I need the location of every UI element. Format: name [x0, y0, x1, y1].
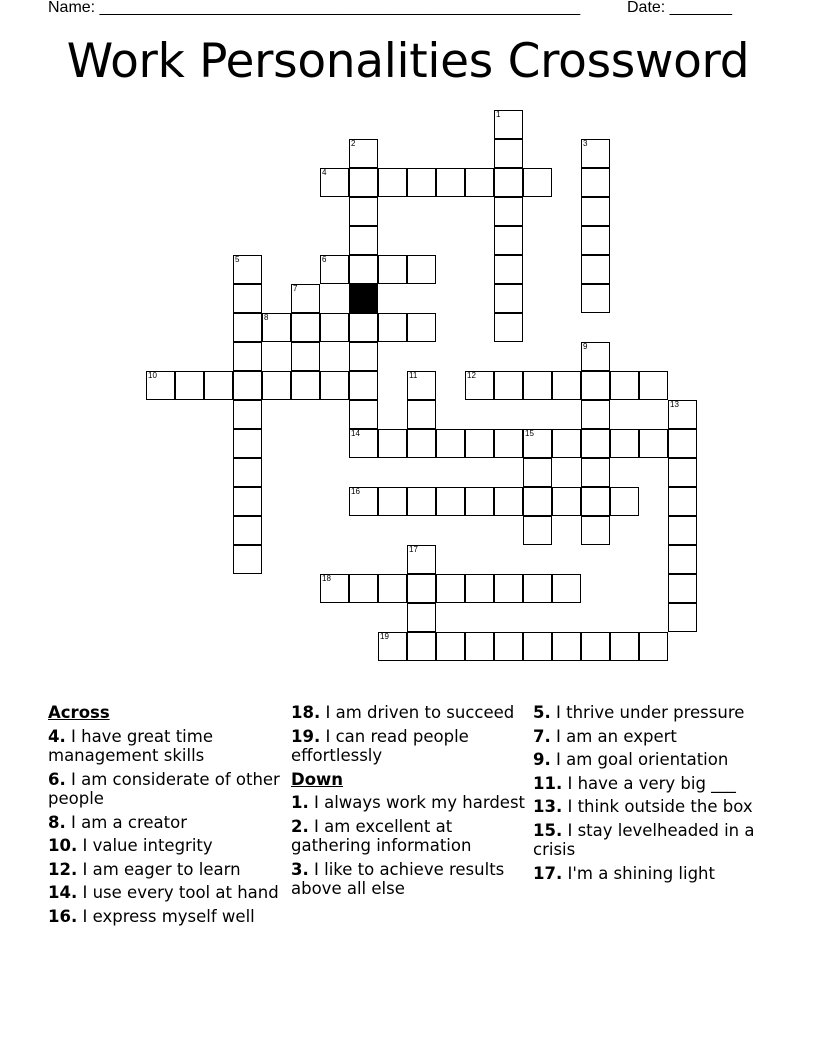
grid-cell[interactable]	[668, 516, 697, 545]
grid-cell[interactable]	[639, 371, 668, 400]
grid-cell[interactable]	[320, 371, 349, 400]
grid-cell[interactable]	[407, 603, 436, 632]
grid-cell[interactable]	[349, 487, 378, 516]
grid-cell[interactable]	[407, 371, 436, 400]
grid-cell[interactable]	[523, 487, 552, 516]
grid-cell[interactable]	[581, 342, 610, 371]
grid-cell[interactable]	[204, 371, 233, 400]
clue-item: 15. I stay levelheaded in a crisis	[533, 820, 755, 859]
grid-cell[interactable]	[378, 574, 407, 603]
clue-item: 12. I am eager to learn	[48, 859, 241, 879]
grid-cell[interactable]	[349, 342, 378, 371]
grid-cell[interactable]	[552, 371, 581, 400]
down-heading: Down	[291, 769, 344, 789]
grid-cell[interactable]	[233, 255, 262, 284]
clue-number: 18.	[291, 703, 321, 722]
clue-item: 10. I value integrity	[48, 836, 213, 855]
grid-cell[interactable]	[349, 197, 378, 226]
clue-number: 13	[670, 400, 679, 409]
clue-item: 6. I am considerate of other people	[48, 769, 280, 808]
grid-cell[interactable]	[668, 574, 697, 603]
grid-cell[interactable]	[581, 255, 610, 284]
name-field-line: Name: ______________________________________________________	[48, 0, 581, 16]
clue-item: 9. I am goal orientation	[533, 750, 729, 769]
grid-cell[interactable]	[668, 429, 697, 458]
grid-cell[interactable]	[639, 632, 668, 661]
grid-cell[interactable]	[233, 487, 262, 516]
grid-cell[interactable]	[465, 429, 494, 458]
grid-cell[interactable]	[378, 168, 407, 197]
grid-cell[interactable]	[494, 255, 523, 284]
clue-number: 10.	[48, 836, 78, 855]
clue-column-2	[291, 703, 526, 903]
clue-item: 11. I have a very big ___	[533, 773, 736, 793]
grid-cell[interactable]	[523, 429, 552, 458]
grid-cell[interactable]	[407, 632, 436, 661]
clue-number: 11.	[533, 773, 563, 793]
grid-cell[interactable]	[494, 139, 523, 168]
grid-cell[interactable]	[436, 632, 465, 661]
grid-cell[interactable]	[233, 371, 262, 400]
grid-cell[interactable]	[581, 429, 610, 458]
clue-item: 3. I like to achieve results above all else	[291, 859, 505, 898]
clue-number: 6	[322, 255, 327, 264]
grid-cell[interactable]	[407, 168, 436, 197]
clue-item: 17. I'm a shining light	[533, 863, 715, 883]
grid-cell[interactable]	[262, 313, 291, 342]
grid-cell[interactable]	[407, 400, 436, 429]
clue-number: 2	[351, 139, 356, 148]
grid-cell[interactable]	[291, 371, 320, 400]
grid-cell[interactable]	[668, 545, 697, 574]
grid-cell[interactable]	[494, 429, 523, 458]
grid-cell[interactable]	[494, 371, 523, 400]
clue-number: 8	[264, 313, 269, 322]
grid-cell[interactable]	[320, 168, 349, 197]
clue-number: 16.	[48, 906, 78, 926]
clue-item: 13. I think outside the box	[533, 797, 753, 816]
grid-cell[interactable]	[523, 168, 552, 197]
clue-number: 12.	[48, 859, 78, 879]
grid-cell[interactable]	[523, 516, 552, 545]
grid-cell[interactable]	[291, 313, 320, 342]
grid-cell[interactable]	[494, 168, 523, 197]
grid-cell[interactable]	[581, 371, 610, 400]
grid-cell[interactable]	[320, 255, 349, 284]
clue-number: 17.	[533, 863, 563, 883]
grid-cell[interactable]	[320, 574, 349, 603]
clue-item: 4. I have great time management skills	[48, 726, 213, 765]
grid-cell[interactable]	[581, 226, 610, 255]
grid-cell[interactable]	[349, 371, 378, 400]
clue-number: 11	[409, 371, 418, 380]
clue-number: 9.	[533, 750, 551, 769]
grid-cell[interactable]	[349, 168, 378, 197]
grid-cell[interactable]	[233, 284, 262, 313]
grid-cell[interactable]	[378, 429, 407, 458]
grid-cell[interactable]	[465, 632, 494, 661]
grid-cell[interactable]	[668, 400, 697, 429]
grid-cell[interactable]	[233, 458, 262, 487]
grid-cell[interactable]	[465, 168, 494, 197]
clue-number: 3	[583, 139, 588, 148]
grid-cell[interactable]	[320, 313, 349, 342]
clue-number: 7.	[533, 726, 551, 746]
clue-number: 1	[496, 110, 501, 119]
grid-cell[interactable]	[494, 487, 523, 516]
clue-number: 4	[322, 168, 327, 177]
grid-cell[interactable]	[581, 458, 610, 487]
grid-cell[interactable]	[378, 255, 407, 284]
grid-cell[interactable]	[378, 487, 407, 516]
grid-cell[interactable]	[494, 197, 523, 226]
grid-cell[interactable]	[552, 574, 581, 603]
grid-cell[interactable]	[523, 458, 552, 487]
grid-cell[interactable]	[407, 545, 436, 574]
grid-cell[interactable]	[668, 458, 697, 487]
grid-cell[interactable]	[494, 284, 523, 313]
grid-cell[interactable]	[233, 545, 262, 574]
grid-cell[interactable]	[494, 632, 523, 661]
clue-number: 2.	[291, 816, 309, 836]
grid-cell[interactable]	[175, 371, 204, 400]
grid-cell[interactable]	[407, 255, 436, 284]
clue-number: 15	[525, 429, 534, 438]
grid-cell[interactable]	[494, 110, 523, 139]
grid-cell[interactable]	[523, 574, 552, 603]
clue-number: 1.	[291, 793, 309, 812]
across-heading: Across	[48, 703, 110, 722]
clue-number: 3.	[291, 859, 309, 879]
grid-cell[interactable]	[552, 632, 581, 661]
clue-number: 6.	[48, 769, 66, 789]
clue-number: 7	[293, 284, 298, 293]
clue-number: 8.	[48, 812, 66, 832]
clue-item: 5. I thrive under pressure	[533, 703, 745, 722]
grid-cell[interactable]	[552, 429, 581, 458]
clue-item: 14. I use every tool at hand	[48, 883, 279, 902]
clue-number: 14.	[48, 883, 78, 902]
clue-number: 17	[409, 545, 418, 554]
grid-cell[interactable]	[581, 168, 610, 197]
clue-number: 5	[235, 255, 240, 264]
clue-column-3	[533, 703, 773, 887]
grid-cell[interactable]	[552, 487, 581, 516]
grid-cell[interactable]	[233, 400, 262, 429]
clue-number: 14	[351, 429, 360, 438]
clue-item: 7. I am an expert	[533, 726, 677, 746]
grid-cell[interactable]	[436, 574, 465, 603]
grid-cell[interactable]	[233, 313, 262, 342]
grid-cell[interactable]	[378, 313, 407, 342]
grid-cell[interactable]	[639, 429, 668, 458]
grid-cell[interactable]	[610, 429, 639, 458]
clue-number: 9	[583, 342, 588, 351]
grid-cell[interactable]	[349, 400, 378, 429]
clue-item: 1. I always work my hardest	[291, 793, 526, 812]
grid-cell[interactable]	[465, 487, 494, 516]
grid-cell[interactable]	[291, 284, 320, 313]
grid-cell[interactable]	[233, 516, 262, 545]
clue-number: 13.	[533, 797, 563, 816]
clue-number: 5.	[533, 703, 551, 722]
grid-cell[interactable]	[494, 574, 523, 603]
grid-cell[interactable]	[668, 603, 697, 632]
clue-number: 10	[148, 371, 157, 380]
clue-number: 16	[351, 487, 360, 496]
grid-cell[interactable]	[233, 342, 262, 371]
grid-cell[interactable]	[581, 516, 610, 545]
grid-cell[interactable]	[407, 429, 436, 458]
grid-cell[interactable]	[349, 429, 378, 458]
grid-cell[interactable]	[349, 313, 378, 342]
grid-cell[interactable]	[494, 313, 523, 342]
grid-cell[interactable]	[233, 429, 262, 458]
grid-cell[interactable]	[581, 139, 610, 168]
grid-cell[interactable]	[465, 574, 494, 603]
grid-cell[interactable]	[581, 197, 610, 226]
clue-item: 16. I express myself well	[48, 906, 255, 926]
grid-cell[interactable]	[378, 632, 407, 661]
clue-number: 19	[380, 632, 389, 641]
grid-cell[interactable]	[349, 139, 378, 168]
grid-cell[interactable]	[262, 371, 291, 400]
clue-number: 15.	[533, 820, 563, 840]
grid-cell[interactable]	[465, 371, 494, 400]
grid-cell[interactable]	[523, 371, 552, 400]
grid-cell[interactable]	[436, 168, 465, 197]
grid-cell[interactable]	[349, 574, 378, 603]
grid-cell[interactable]	[523, 632, 552, 661]
clue-column-1	[48, 703, 283, 930]
grid-cell[interactable]	[581, 632, 610, 661]
grid-cell[interactable]	[494, 226, 523, 255]
grid-cell[interactable]	[610, 371, 639, 400]
clue-number: 18	[322, 574, 331, 583]
clue-number: 12	[467, 371, 476, 380]
grid-cell[interactable]	[581, 487, 610, 516]
grid-cell[interactable]	[407, 313, 436, 342]
grid-cell[interactable]	[349, 255, 378, 284]
page-title: Work Personalities Crossword	[66, 34, 750, 89]
clue-number: 4.	[48, 726, 66, 746]
grid-cell[interactable]	[291, 342, 320, 371]
clue-item: 19. I can read people effortlessly	[291, 726, 469, 765]
clue-item: 18. I am driven to succeed	[291, 703, 515, 722]
grid-cell[interactable]	[407, 487, 436, 516]
black-cell	[349, 284, 378, 313]
grid-cell[interactable]	[349, 226, 378, 255]
grid-cell[interactable]	[610, 632, 639, 661]
grid-cell[interactable]	[146, 371, 175, 400]
grid-cell[interactable]	[610, 487, 639, 516]
grid-cell[interactable]	[436, 487, 465, 516]
grid-cell[interactable]	[581, 400, 610, 429]
clue-item: 8. I am a creator	[48, 812, 187, 832]
grid-cell[interactable]	[407, 574, 436, 603]
grid-cell[interactable]	[436, 429, 465, 458]
date-field-line: Date: _______	[627, 0, 732, 16]
grid-cell[interactable]	[668, 487, 697, 516]
grid-cell[interactable]	[581, 284, 610, 313]
clue-number: 19.	[291, 726, 321, 746]
clue-item: 2. I am excellent at gathering information	[291, 816, 472, 855]
